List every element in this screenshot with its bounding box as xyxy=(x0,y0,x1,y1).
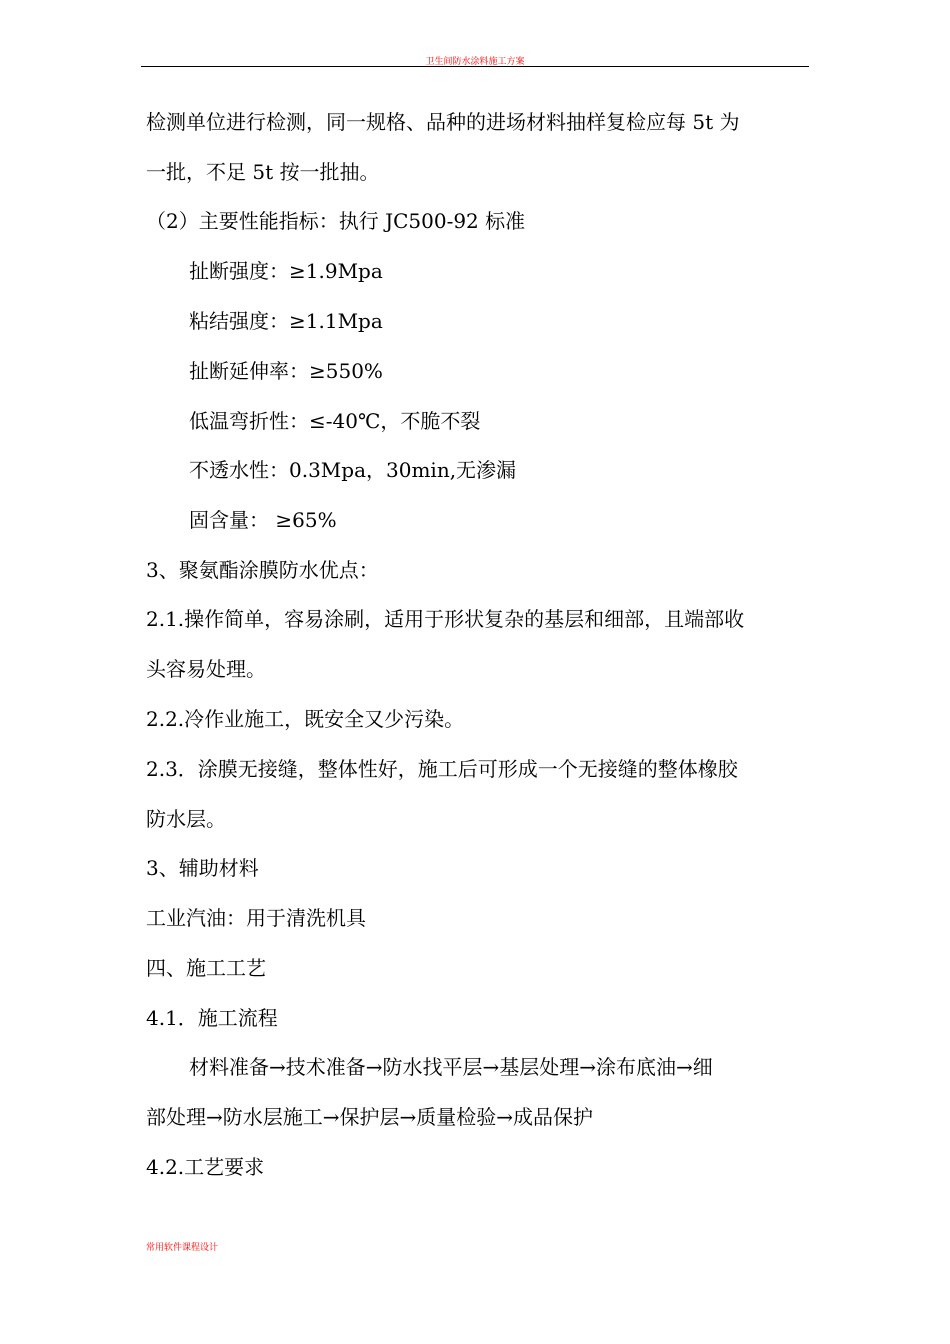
advantage-2-2: 2.2.冷作业施工，既安全又少污染。 xyxy=(146,707,465,731)
advantage-2-1-line-1: 2.1.操作简单，容易涂刷，适用于形状复杂的基层和细部，且端部收 xyxy=(146,607,745,631)
header-divider xyxy=(141,66,809,67)
auxiliary-materials-heading: 3、辅助材料 xyxy=(146,856,259,880)
advantage-2-1-line-2: 头容易处理。 xyxy=(146,657,266,681)
body-line-2: 一批，不足 5t 按一批抽。 xyxy=(146,160,380,184)
spec-impermeability: 不透水性：0.3Mpa，30min,无渗漏 xyxy=(189,458,517,482)
performance-indicators-heading: （2）主要性能指标：执行 JC500-92 标准 xyxy=(146,209,526,233)
footer-text: 常用软件课程设计 xyxy=(146,1243,219,1253)
spec-low-temp-bending: 低温弯折性：≤-40℃，不脆不裂 xyxy=(189,409,481,433)
workflow-line-2: 部处理→防水层施工→保护层→质量检验→成品保护 xyxy=(146,1105,594,1129)
body-line-1: 检测单位进行检测，同一规格、品种的进场材料抽样复检应每 5t 为 xyxy=(146,110,740,134)
advantage-2-3-line-1: 2.3．涂膜无接缝，整体性好，施工后可形成一个无接缝的整体橡胶 xyxy=(146,757,738,781)
spec-bond-strength: 粘结强度：≥1.1Mpa xyxy=(189,309,383,333)
workflow-line-1: 材料准备→技术准备→防水找平层→基层处理→涂布底油→细 xyxy=(189,1055,713,1079)
advantage-2-3-line-2: 防水层。 xyxy=(146,807,226,831)
auxiliary-materials-item: 工业汽油：用于清洗机具 xyxy=(146,906,366,930)
construction-process-heading: 四、施工工艺 xyxy=(146,956,266,980)
spec-solid-content: 固含量： ≥65% xyxy=(189,508,337,532)
process-requirements-heading: 4.2.工艺要求 xyxy=(146,1155,265,1179)
workflow-heading: 4.1．施工流程 xyxy=(146,1006,278,1030)
spec-elongation: 扯断延伸率：≥550% xyxy=(189,359,383,383)
running-header-title: 卫生间防水涂料施工方案 xyxy=(425,57,525,67)
spec-tensile-strength: 扯断强度：≥1.9Mpa xyxy=(189,259,383,283)
advantages-heading: 3、聚氨酯涂膜防水优点： xyxy=(146,558,379,582)
